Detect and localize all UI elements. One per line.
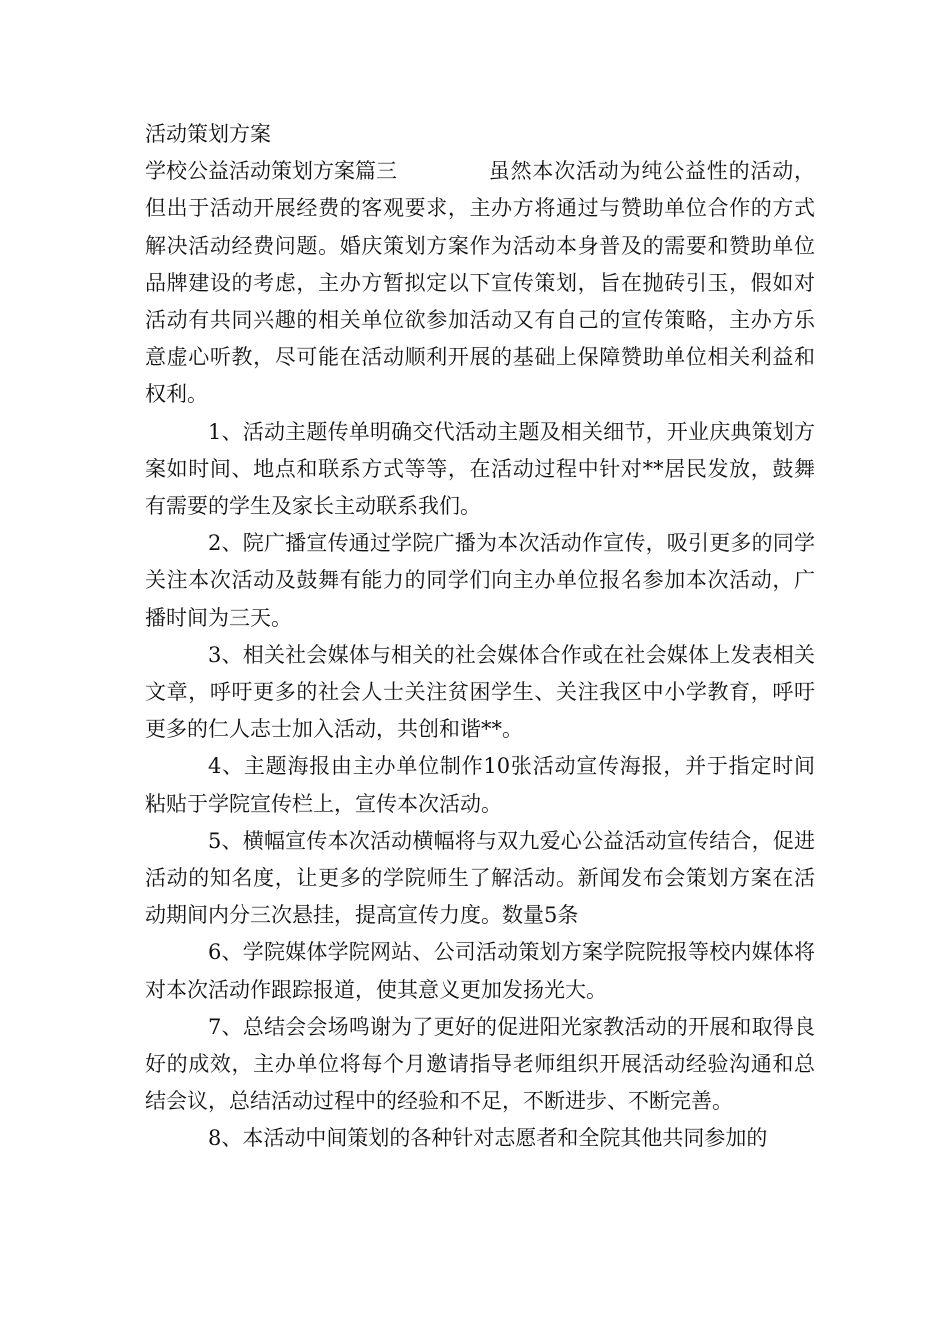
list-item-3: 3、相关社会媒体与相关的社会媒体合作或在社会媒体上发表相关文章，呼吁更多的社会人士关注贫困学生、关注我区中小学教育，呼吁更多的仁人志士加入活动，共创和谐**。	[145, 642, 815, 742]
intro-label: 学校公益活动策划方案篇三	[145, 159, 397, 184]
document-body	[145, 116, 815, 1158]
intro-text: 虽然本次活动为纯公益性的活动，但出于活动开展经费的客观要求，主办方将通过与赞助单位合作的方式解决活动经费问题。婚庆策划方案作为活动本身普及的需要和赞助单位品牌建设的考虑，主办方暂拟定以下宣传策划，旨在抛砖引玉，假如对活动有共同兴趣的相关单位欲参加活动又有自己的宣传策略，主办方乐意虚心听教，尽可能在活动顺利开展的基础上保障赞助单位相关利益和权利。	[145, 159, 815, 407]
list-item-6: 6、学院媒体学院网站、公司活动策划方案学院院报等校内媒体将对本次活动作跟踪报道，使其意义更加发扬光大。	[145, 940, 815, 1002]
intro-paragraph	[145, 153, 815, 413]
list-item-5: 5、横幅宣传本次活动横幅将与双九爱心公益活动宣传结合，促进活动的知名度，让更多的学院师生了解活动。新闻发布会策划方案在活动期间内分三次悬挂，提高宣传力度。数量5条	[145, 828, 815, 928]
list-item-2: 2、院广播宣传通过学院广播为本次活动作宣传，吸引更多的同学关注本次活动及鼓舞有能力的同学们向主办单位报名参加本次活动，广播时间为三天。	[145, 531, 815, 630]
list-item-1: 1、活动主题传单明确交代活动主题及相关细节，开业庆典策划方案如时间、地点和联系方式等等，在活动过程中针对**居民发放，鼓舞有需要的学生及家长主动联系我们。	[145, 419, 815, 519]
list-item-4: 4、主题海报由主办单位制作10张活动宣传海报，并于指定时间粘贴于学院宣传栏上，宣传本次活动。	[145, 754, 815, 816]
document-title: 活动策划方案	[145, 122, 271, 146]
list-item-8: 8、本活动中间策划的各种针对志愿者和全院其他共同参加的	[208, 1126, 768, 1151]
list-item-7: 7、总结会会场鸣谢为了更好的促进阳光家教活动的开展和取得良好的成效，主办单位将每个月邀请指导老师组织开展活动经验沟通和总结会议，总结活动过程中的经验和不足，不断进步、不断完善。	[145, 1014, 815, 1114]
